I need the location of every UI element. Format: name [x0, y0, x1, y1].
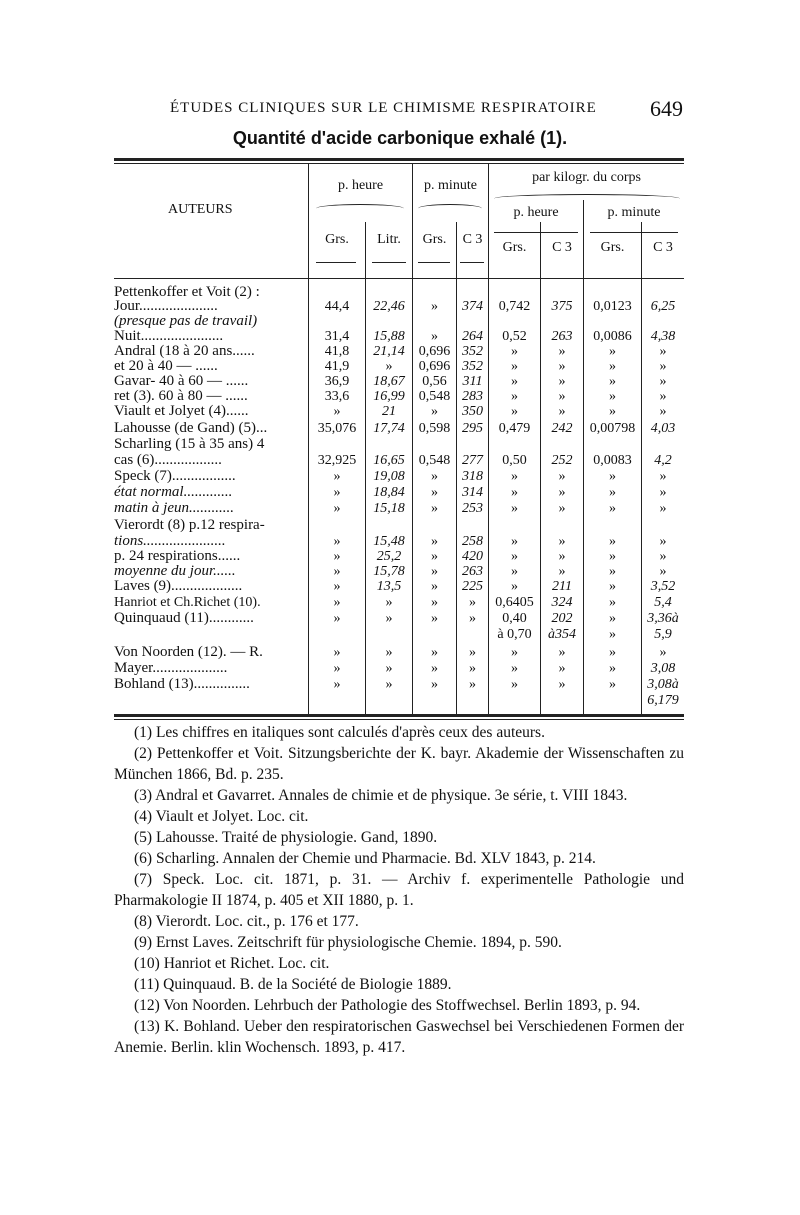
row-author: Speck (7)................. [114, 468, 236, 484]
header-per-minute: p. minute [424, 178, 477, 193]
row-author: Gavar- 40 à 60 — ...... [114, 373, 249, 389]
cell: » [659, 501, 667, 516]
cell: » [659, 534, 667, 549]
cell: 25,2 [376, 549, 402, 564]
cell: 263 [551, 329, 573, 344]
header-grs: Grs. [600, 240, 625, 255]
cell: » [558, 549, 566, 564]
row-author: tions...................... [114, 533, 226, 549]
cell: 0,52 [502, 329, 527, 344]
cell: 22,46 [373, 299, 405, 314]
cell: » [333, 534, 341, 549]
cell: » [431, 645, 438, 660]
cell: 16,99 [373, 389, 405, 404]
cell: » [333, 485, 341, 500]
footnote: (11) Quinquaud. B. de la Société de Biologie 1889. [134, 976, 452, 993]
cell: » [511, 579, 518, 594]
cell: 295 [462, 421, 483, 436]
cell: » [609, 344, 616, 359]
cell: » [609, 469, 616, 484]
cell: » [431, 501, 438, 516]
header-per-kilogram: par kilogr. du corps [532, 170, 641, 185]
cell: » [469, 645, 476, 660]
cell: 31,4 [324, 329, 350, 344]
cell: » [511, 404, 518, 419]
row-author: Vierordt (8) p.12 respira- [114, 517, 265, 533]
cell: 0,696 [418, 359, 451, 374]
row-author: et 20 à 40 — ...... [114, 358, 218, 374]
footnote: (7) Speck. Loc. cit. 1871, p. 31. — Archiv f. experimentelle Pathologie und Pharmakologie II 1874, p. 405 et XII 1880, p. 1. [114, 871, 684, 909]
cell: 242 [551, 421, 573, 436]
cell: 15,88 [373, 329, 405, 344]
cell: » [558, 677, 566, 692]
header-grs: Grs. [325, 232, 349, 247]
row-author: Hanriot et Ch.Richet (10). [114, 595, 261, 610]
table-top-rule-thin [114, 163, 684, 164]
cell: » [558, 344, 566, 359]
cell: » [558, 374, 566, 389]
cell: » [385, 595, 393, 610]
row-author: Bohland (13)............... [114, 676, 250, 692]
cell: 0,0086 [593, 329, 632, 344]
cell: 420 [462, 549, 483, 564]
cell: 264 [462, 329, 483, 344]
cell: 0,40 [502, 611, 527, 626]
cell: » [333, 469, 341, 484]
header-c3: C 3 [653, 240, 673, 255]
cell: 32,925 [317, 453, 357, 468]
cell: » [659, 549, 667, 564]
cell: » [659, 485, 667, 500]
cell: » [511, 677, 518, 692]
header-per-hour: p. heure [337, 178, 384, 193]
cell: 0,598 [418, 421, 451, 436]
cell: 13,5 [376, 579, 402, 594]
table-bottom-rule-thin [114, 719, 684, 720]
cell: » [385, 645, 393, 660]
cell: 3,08à [647, 677, 679, 692]
cell: 5,4 [654, 595, 672, 610]
header-authors: AUTEURS [168, 202, 233, 217]
cell: » [431, 329, 438, 344]
row-author: Scharling (15 à 35 ans) 4 [114, 436, 265, 452]
cell: » [659, 564, 667, 579]
row-author: Nuit...................... [114, 328, 224, 344]
cell: 258 [462, 534, 483, 549]
cell: » [511, 485, 518, 500]
brace [316, 204, 404, 213]
header-underline [418, 262, 450, 263]
cell: 211 [552, 579, 572, 594]
cell: 5,9 [654, 627, 672, 642]
cell: » [511, 534, 518, 549]
cell: 21,14 [373, 344, 405, 359]
header-underline [316, 262, 356, 263]
cell: 0,548 [418, 389, 451, 404]
cell: 19,08 [373, 469, 405, 484]
cell: » [469, 661, 476, 676]
row-author: ret (3). 60 à 80 — ...... [114, 388, 248, 404]
row-author: p. 24 respirations...... [114, 548, 241, 564]
footnote: (10) Hanriot et Richet. Loc. cit. [134, 955, 330, 972]
cell: » [558, 645, 566, 660]
row-author: Mayer.................... [114, 660, 228, 676]
header-underline [590, 232, 678, 233]
cell: » [333, 549, 341, 564]
cell: 4,38 [650, 329, 676, 344]
cell: » [431, 534, 438, 549]
cell: » [609, 359, 616, 374]
cell: » [609, 485, 616, 500]
cell: 15,18 [373, 501, 405, 516]
cell: » [659, 645, 667, 660]
header-underline [372, 262, 406, 263]
cell: » [511, 374, 518, 389]
cell: 41,9 [324, 359, 350, 374]
cell: 375 [551, 299, 573, 314]
brace [494, 194, 680, 203]
row-author: Jour..................... [114, 298, 218, 314]
cell: 35,076 [317, 421, 357, 436]
cell: » [659, 344, 667, 359]
cell: » [558, 564, 566, 579]
row-author: (presque pas de travail) [114, 313, 258, 329]
cell: » [385, 359, 393, 374]
row-author: Lahousse (de Gand) (5)... [114, 420, 268, 436]
cell: 0,0083 [593, 453, 632, 468]
header-kg-per-minute: p. minute [607, 205, 661, 220]
brace [418, 204, 482, 213]
cell: 3,08 [650, 661, 676, 676]
footnote: (3) Andral et Gavarret. Annales de chimie et de physique. 3e série, t. VIII 1843. [134, 787, 628, 804]
row-author: matin à jeun............ [114, 500, 234, 516]
cell: » [659, 389, 667, 404]
footnote: (9) Ernst Laves. Zeitschrift für physiologische Chemie. 1894, p. 590. [134, 934, 562, 951]
row-author: moyenne du jour...... [114, 563, 236, 579]
footnote: (1) Les chiffres en italiques sont calculés d'après ceux des auteurs. [134, 724, 545, 741]
cell: 0,0123 [593, 299, 632, 314]
cell: » [431, 564, 438, 579]
footnote: (4) Viault et Jolyet. Loc. cit. [134, 808, 309, 825]
cell: 263 [462, 564, 483, 579]
cell: » [385, 661, 393, 676]
header-c3: C 3 [552, 240, 572, 255]
cell: » [431, 579, 438, 594]
cell: » [511, 389, 518, 404]
cell: » [431, 611, 438, 626]
cell: » [558, 661, 566, 676]
header-grs: Grs. [502, 240, 527, 255]
cell: 374 [462, 299, 483, 314]
cell: 0,479 [498, 421, 531, 436]
footnote: (5) Lahousse. Traité de physiologie. Gand, 1890. [134, 829, 438, 846]
cell: » [511, 549, 518, 564]
cell: » [659, 469, 667, 484]
cell: » [659, 374, 667, 389]
cell: » [431, 549, 438, 564]
cell: » [511, 359, 518, 374]
cell: 18,84 [373, 485, 405, 500]
cell: 3,36à [647, 611, 679, 626]
cell: 350 [462, 404, 483, 419]
cell: 33,6 [324, 389, 350, 404]
header-underline [460, 262, 484, 263]
cell: » [609, 611, 616, 626]
cell: 15,78 [373, 564, 405, 579]
cell: » [431, 404, 438, 419]
cell: » [558, 534, 566, 549]
cell: à354 [548, 627, 576, 642]
cell: » [609, 595, 616, 610]
cell: » [333, 661, 341, 676]
cell: » [431, 595, 438, 610]
row-author: cas (6).................. [114, 452, 222, 468]
cell: » [333, 645, 341, 660]
cell: » [558, 359, 566, 374]
cell: 277 [462, 453, 483, 468]
row-author: Viault et Jolyet (4)...... [114, 403, 249, 419]
cell: » [609, 645, 616, 660]
row-author: Andral (18 à 20 ans...... [114, 343, 255, 359]
cell: 17,74 [373, 421, 405, 436]
cell: » [609, 501, 616, 516]
row-author: Quinquaud (11)............ [114, 610, 254, 626]
cell: » [385, 677, 393, 692]
header-grs: Grs. [422, 232, 447, 247]
cell: 324 [551, 595, 573, 610]
running-title: ÉTUDES CLINIQUES SUR LE CHIMISME RESPIRATOIRE [170, 100, 597, 116]
header-bottom-rule [114, 278, 684, 279]
row-author: état normal............. [114, 484, 233, 500]
cell: » [469, 677, 476, 692]
cell: » [609, 627, 616, 642]
cell: » [511, 645, 518, 660]
cell: » [511, 661, 518, 676]
cell: 4,03 [650, 421, 676, 436]
header-underline [494, 232, 578, 233]
cell: » [431, 677, 438, 692]
cell: » [558, 404, 566, 419]
cell: 314 [462, 485, 483, 500]
cell: » [609, 677, 616, 692]
cell: 16,65 [373, 453, 405, 468]
cell: » [511, 501, 518, 516]
cell: » [511, 469, 518, 484]
cell: » [333, 579, 341, 594]
cell: 15,48 [373, 534, 405, 549]
table-bottom-rule-thick [114, 714, 684, 717]
cell: » [609, 389, 616, 404]
cell: 252 [551, 453, 573, 468]
cell: » [385, 611, 393, 626]
footnote: (8) Vierordt. Loc. cit., p. 176 et 177. [134, 913, 359, 930]
cell: 318 [462, 469, 483, 484]
footnote: (2) Pettenkoffer et Voit. Sitzungsberichte der K. bayr. Akademie der Wissenschaften zu München 1866, Bd. p. 235. [114, 745, 684, 783]
cell: 21 [382, 404, 396, 419]
table-top-rule-thick [114, 158, 684, 161]
table-title: Quantité d'acide carbonique exhalé (1). [232, 128, 568, 148]
cell: » [333, 564, 341, 579]
cell: » [558, 389, 566, 404]
cell: 0,00798 [589, 421, 636, 436]
cell: 3,52 [650, 579, 676, 594]
cell: 6,25 [650, 299, 676, 314]
cell: 283 [462, 389, 483, 404]
cell: » [333, 404, 341, 419]
cell: 41,8 [324, 344, 350, 359]
footnotes [114, 722, 684, 1058]
cell: » [659, 404, 667, 419]
cell: » [333, 677, 341, 692]
cell: 0,6405 [495, 595, 534, 610]
cell: à 0,70 [497, 627, 532, 642]
cell: 36,9 [324, 374, 350, 389]
cell: » [609, 534, 616, 549]
cell: » [431, 299, 438, 314]
header-c3: C 3 [462, 232, 483, 247]
cell: 0,548 [418, 453, 451, 468]
cell: » [511, 564, 518, 579]
running-head [0, 96, 800, 126]
cell: » [659, 359, 667, 374]
cell: 0,56 [422, 374, 447, 389]
cell: » [609, 404, 616, 419]
cell: » [469, 595, 476, 610]
cell: 352 [462, 344, 483, 359]
cell: 202 [551, 611, 573, 626]
cell: » [609, 549, 616, 564]
cell: 253 [462, 501, 483, 516]
cell: » [609, 661, 616, 676]
cell: 4,2 [654, 453, 672, 468]
cell: 0,742 [498, 299, 531, 314]
cell: » [431, 469, 438, 484]
cell: 44,4 [324, 299, 350, 314]
header-litr: Litr. [377, 232, 401, 247]
cell: » [431, 661, 438, 676]
cell: » [431, 485, 438, 500]
footnote: (6) Scharling. Annalen der Chemie und Pharmacie. Bd. XLV 1843, p. 214. [134, 850, 596, 867]
row-author: Laves (9)................... [114, 578, 243, 594]
cell: » [333, 501, 341, 516]
cell: » [469, 611, 476, 626]
cell: 6,179 [647, 693, 679, 708]
cell: » [511, 344, 518, 359]
header-kg-per-hour: p. heure [513, 205, 559, 220]
cell: 311 [462, 374, 483, 389]
footnote: (12) Von Noorden. Lehrbuch der Pathologie des Stoffwechsel. Berlin 1893, p. 94. [134, 997, 641, 1014]
cell: 225 [462, 579, 483, 594]
cell: » [333, 611, 341, 626]
cell: » [609, 374, 616, 389]
cell: 0,50 [502, 453, 527, 468]
page-number: 649 [650, 96, 683, 121]
cell: » [609, 579, 616, 594]
cell: » [558, 485, 566, 500]
footnote: (13) K. Bohland. Ueber den respiratorischen Gaswechsel bei Verschiedenen Formen der Anemie. Berlin. klin Wochensch. 1893, p. 417. [114, 1018, 684, 1056]
cell: » [333, 595, 341, 610]
cell: » [609, 564, 616, 579]
row-author: Von Noorden (12). — R. [114, 644, 263, 660]
cell: » [558, 469, 566, 484]
cell: 18,67 [373, 374, 405, 389]
row-author: Pettenkoffer et Voit (2) : [114, 284, 260, 300]
cell: » [558, 501, 566, 516]
cell: 352 [462, 359, 483, 374]
cell: 0,696 [418, 344, 451, 359]
